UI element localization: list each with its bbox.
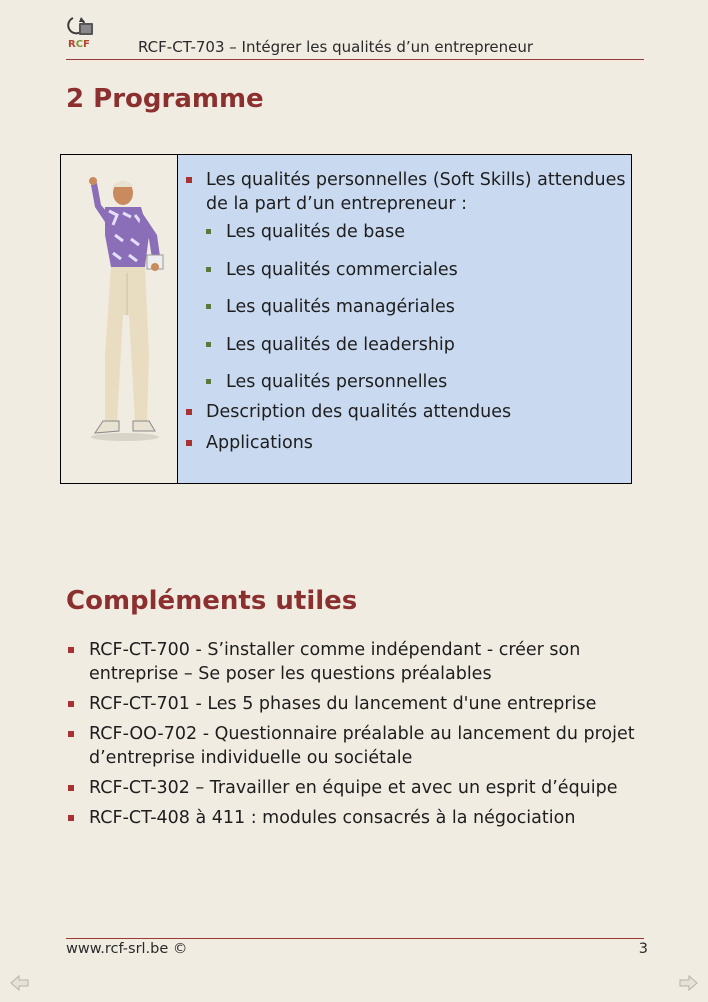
header-title: RCF-CT-703 – Intégrer les qualités d’un entrepreneur — [138, 38, 534, 56]
complement-item — [68, 638, 638, 686]
bullet-square-icon — [68, 815, 74, 821]
footer-divider — [66, 938, 644, 939]
bullet-square-icon — [186, 409, 192, 415]
footer-url[interactable]: www.rcf-srl.be © — [66, 941, 188, 957]
program-subitem — [206, 370, 631, 394]
prev-page-button[interactable] — [10, 974, 30, 992]
program-content-cell — [178, 155, 631, 483]
program-subitem-text: Les qualités commerciales — [226, 259, 458, 280]
complement-item-text: RCF-CT-700 - S’installer comme indépendant - créer son entreprise – Se poser les questions préalables — [89, 640, 581, 684]
complement-item-text: RCF-CT-701 - Les 5 phases du lancement d'une entreprise — [89, 694, 597, 714]
program-item — [186, 168, 631, 394]
bullet-square-icon — [68, 647, 74, 653]
page-number: 3 — [638, 941, 648, 957]
program-subitem — [206, 220, 631, 244]
bullet-square-icon — [68, 731, 74, 737]
complement-item-text: RCF-CT-302 – Travailler en équipe et avec un esprit d’équipe — [89, 778, 618, 798]
program-item — [186, 431, 631, 455]
program-item-text: Description des qualités attendues — [206, 402, 512, 422]
program-sublist — [206, 220, 631, 394]
arrow-left-icon[interactable] — [10, 974, 30, 992]
complement-item — [68, 806, 638, 830]
bullet-square-icon — [206, 304, 211, 309]
complement-item — [68, 692, 638, 716]
logo-icon — [64, 14, 104, 40]
bullet-square-icon — [206, 267, 211, 272]
bullet-square-icon — [186, 177, 192, 183]
program-subitem-text: Les qualités de leadership — [226, 334, 455, 355]
program-item-text: Les qualités personnelles (Soft Skills) attendues de la part d’un entrepreneur : — [206, 170, 626, 214]
program-subitem — [206, 295, 631, 319]
program-table — [60, 154, 632, 484]
bullet-square-icon — [206, 342, 211, 347]
businessman-illustration — [61, 155, 177, 485]
bullet-square-icon — [206, 379, 211, 384]
program-subitem-text: Les qualités personnelles — [226, 372, 448, 392]
bullet-square-icon — [68, 785, 74, 791]
complements-list — [68, 638, 638, 836]
program-subitem — [206, 258, 631, 282]
program-item — [186, 400, 631, 424]
complement-item — [68, 722, 638, 770]
header-divider — [66, 59, 644, 60]
illustration-cell — [61, 155, 178, 483]
logo-text: RCF — [68, 39, 90, 50]
program-subitem-text: Les qualités de base — [226, 222, 405, 242]
program-list — [186, 168, 631, 455]
program-subitem — [206, 333, 631, 357]
complement-item — [68, 776, 638, 800]
rcf-logo — [64, 14, 104, 56]
program-item-text: Applications — [206, 433, 313, 453]
program-subitem-text: Les qualités managériales — [226, 297, 455, 317]
next-page-button[interactable] — [678, 974, 698, 992]
section-title: 2 Programme — [66, 84, 264, 114]
bullet-square-icon — [186, 440, 192, 446]
complement-item-text: RCF-OO-702 - Questionnaire préalable au lancement du projet d’entreprise individuelle ou sociétale — [89, 724, 635, 768]
complements-title: Compléments utiles — [66, 586, 358, 616]
arrow-right-icon[interactable] — [678, 974, 698, 992]
bullet-square-icon — [68, 701, 74, 707]
complement-item-text: RCF-CT-408 à 411 : modules consacrés à la négociation — [89, 808, 576, 828]
bullet-square-icon — [206, 229, 211, 234]
